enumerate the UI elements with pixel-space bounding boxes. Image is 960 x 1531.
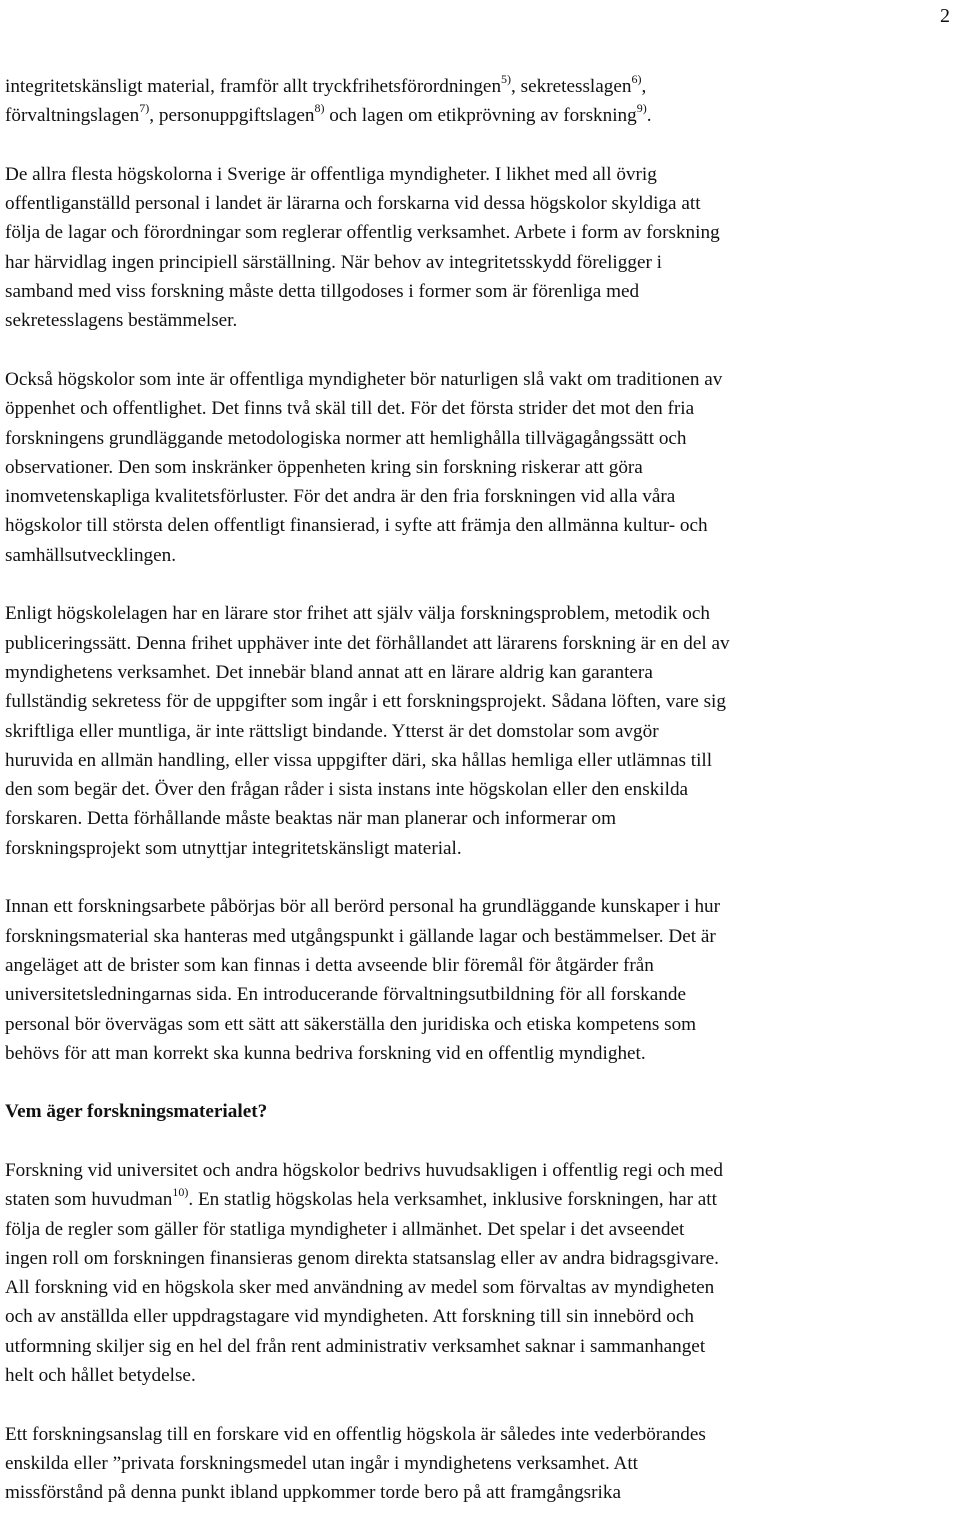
footnote-reference: 8) (314, 100, 325, 115)
text-line (5, 277, 957, 306)
text-segment: behövs för att man korrekt ska kunna bedriva forskning vid en offentlig myndighet. (5, 1042, 646, 1064)
text-line (5, 1478, 957, 1507)
page-number: 2 (940, 5, 950, 27)
paragraph (5, 892, 957, 1068)
text-line (5, 951, 957, 980)
text-line (5, 1215, 957, 1244)
text-line (5, 1244, 957, 1273)
text-line (5, 892, 957, 921)
footnote-reference: 9) (636, 100, 647, 115)
text-segment: staten som huvudman (5, 1189, 173, 1211)
document-body (5, 72, 957, 1508)
footnote-reference: 6) (631, 71, 642, 86)
text-line (5, 394, 957, 423)
text-line (5, 1332, 957, 1361)
text-segment: , personuppgiftslagen (149, 105, 315, 127)
footnote-reference: 5) (501, 71, 512, 86)
text-segment: forskaren. Detta förhållande måste beaktas när man planerar och informerar om (5, 808, 617, 830)
text-line (5, 1449, 957, 1478)
text-line (5, 629, 957, 658)
text-line (5, 511, 957, 540)
text-line (5, 804, 957, 833)
text-line (5, 482, 957, 511)
paragraph (5, 1156, 957, 1390)
text-line (5, 1039, 957, 1068)
text-line (5, 160, 957, 189)
text-segment: personal bör övervägas som ett sätt att säkerställa den juridiska och etiska kompetens som (5, 1013, 697, 1035)
text-segment: Innan ett forskningsarbete påbörjas bör all berörd personal ha grundläggande kunskaper i hur (5, 896, 721, 918)
text-segment: öppenhet och offentlighet. Det finns två skäl till det. För det första strider det mot den fria (5, 398, 695, 420)
text-line (5, 248, 957, 277)
text-segment: skriftliga eller muntliga, är inte rättsligt bindande. Ytterst är det domstolar som avgör (5, 720, 659, 742)
text-line (5, 1420, 957, 1449)
text-segment: följa de regler som gäller för statliga myndigheter i allmänhet. Det spelar i det avseendet (5, 1218, 685, 1240)
text-segment: enskilda eller ”privata forskningsmedel utan ingår i myndighetens verksamhet. Att (5, 1452, 639, 1474)
text-line (5, 775, 957, 804)
text-line (5, 453, 957, 482)
text-segment: Också högskolor som inte är offentliga myndigheter bör naturligen slå vakt om traditionen av (5, 368, 723, 390)
paragraph (5, 1420, 957, 1508)
text-segment: högskolor till största delen offentligt finansierad, i syfte att främja den allmänna kultur- och (5, 515, 708, 537)
text-segment: ingen roll om forskningen finansieras genom direkta statsanslag eller av andra bidragsgivare. (5, 1247, 719, 1269)
text-line (5, 980, 957, 1009)
text-segment: integritetskänsligt material, framför allt tryckfrihetsförordningen (5, 76, 502, 97)
text-segment: angeläget att de brister som kan finnas i detta avseende blir föremål för åtgärder från (5, 954, 654, 976)
text-line (5, 658, 957, 687)
text-segment: De allra flesta högskolorna i Sverige är offentliga myndigheter. I likhet med all övrig (5, 163, 657, 185)
text-segment: samband med viss forskning måste detta tillgodoses i former som är förenliga med (5, 281, 640, 303)
text-line (5, 218, 957, 247)
text-line (5, 1156, 957, 1185)
paragraph (5, 599, 957, 863)
text-segment: forskningsmaterial ska hanteras med utgångspunkt i gällande lagar och bestämmelser. Det är (5, 925, 716, 947)
text-segment: fullständig sekretess för de uppgifter som ingår i ett forskningsprojekt. Sådana löften, vare sig (5, 691, 726, 713)
text-segment: sekretesslagens bestämmelser. (5, 310, 238, 332)
text-segment: Enligt högskolelagen har en lärare stor frihet att själv välja forskningsproblem, metodik och (5, 603, 710, 625)
text-segment: och av anställda eller uppdragstagare vid myndigheten. Att forskning till sin innebörd och (5, 1306, 694, 1328)
paragraph (5, 365, 957, 570)
text-line (5, 687, 957, 716)
text-segment: huruvida en allmän handling, eller vissa uppgifter däri, ska hållas hemliga eller utlämnas till (5, 749, 713, 771)
text-segment: inomvetenskapliga kvalitetsförluster. För det andra är den fria forskningen vid alla våra (5, 486, 676, 508)
footnote-reference: 7) (139, 100, 150, 115)
text-segment: . (646, 105, 652, 127)
text-segment: missförstånd på denna punkt ibland uppkommer torde bero på att framgångsrika (5, 1482, 621, 1504)
text-line (5, 541, 957, 570)
text-line (5, 746, 957, 775)
text-segment: följa de lagar och förordningar som reglerar offentlig verksamhet. Arbete i form av forskning (5, 222, 720, 244)
text-segment: forskningsprojekt som utnyttjar integritetskänsligt material. (5, 837, 462, 859)
text-segment: och lagen om etikprövning av forskning (324, 105, 637, 127)
text-segment: Forskning vid universitet och andra högskolor bedrivs huvudsakligen i offentlig regi och med (5, 1159, 723, 1181)
text-segment: forskningens grundläggande metodologiska normer att hemlighålla tillvägagångssätt och (5, 427, 687, 449)
text-line (5, 1361, 957, 1390)
text-segment: offentliganställd personal i landet är lärarna och forskarna vid dessa högskolor skyldiga att (5, 193, 701, 215)
text-line (5, 306, 957, 335)
text-line (5, 1010, 957, 1039)
text-line (5, 1273, 957, 1302)
text-segment: den som begär det. Över den frågan råder i sista instans inte högskolan eller den enskilda (5, 779, 689, 801)
text-line (5, 834, 957, 863)
text-segment: helt och hållet betydelse. (5, 1365, 196, 1387)
text-segment: . En statlig högskolas hela verksamhet, inklusive forskningen, har att (188, 1189, 717, 1211)
text-line (5, 717, 957, 746)
text-segment: , (641, 76, 647, 97)
footnote-reference: 10) (172, 1184, 189, 1199)
text-line (5, 599, 957, 628)
text-segment: myndighetens verksamhet. Det innebär bland annat att en lärare aldrig kan garantera (5, 661, 653, 683)
text-line (5, 189, 957, 218)
text-segment: utformning skiljer sig en hel del från rent administrativ verksamhet saknar i sammanhanget (5, 1335, 706, 1357)
text-line (5, 72, 957, 101)
text-line (5, 1185, 957, 1214)
text-segment: publiceringssätt. Denna frihet upphäver inte det förhållandet att lärarens forskning är en del av (5, 632, 730, 654)
paragraph (5, 160, 957, 336)
text-segment: All forskning vid en högskola sker med användning av medel som förvaltas av myndigheten (5, 1277, 715, 1299)
text-segment: förvaltningslagen (5, 105, 140, 127)
text-segment: samhällsutvecklingen. (5, 544, 177, 566)
text-segment: universitetsledningarnas sida. En introducerande förvaltningsutbildning för all forskande (5, 984, 686, 1006)
text-segment: observationer. Den som inskränker öppenheten kring sin forskning riskerar att göra (5, 456, 643, 478)
section-heading: Vem äger forskningsmaterialet? (5, 1101, 268, 1123)
text-line (5, 922, 957, 951)
text-line (5, 1302, 957, 1331)
text-line (5, 424, 957, 453)
text-line (5, 101, 957, 130)
text-line (5, 365, 957, 394)
text-segment: har härvidlag ingen principiell särställning. När behov av integritetsskydd föreligger i (5, 251, 662, 273)
text-segment: , sekretesslagen (511, 76, 632, 97)
text-segment: Ett forskningsanslag till en forskare vid en offentlig högskola är således inte vederbörandes (5, 1423, 706, 1445)
paragraph (5, 72, 957, 131)
